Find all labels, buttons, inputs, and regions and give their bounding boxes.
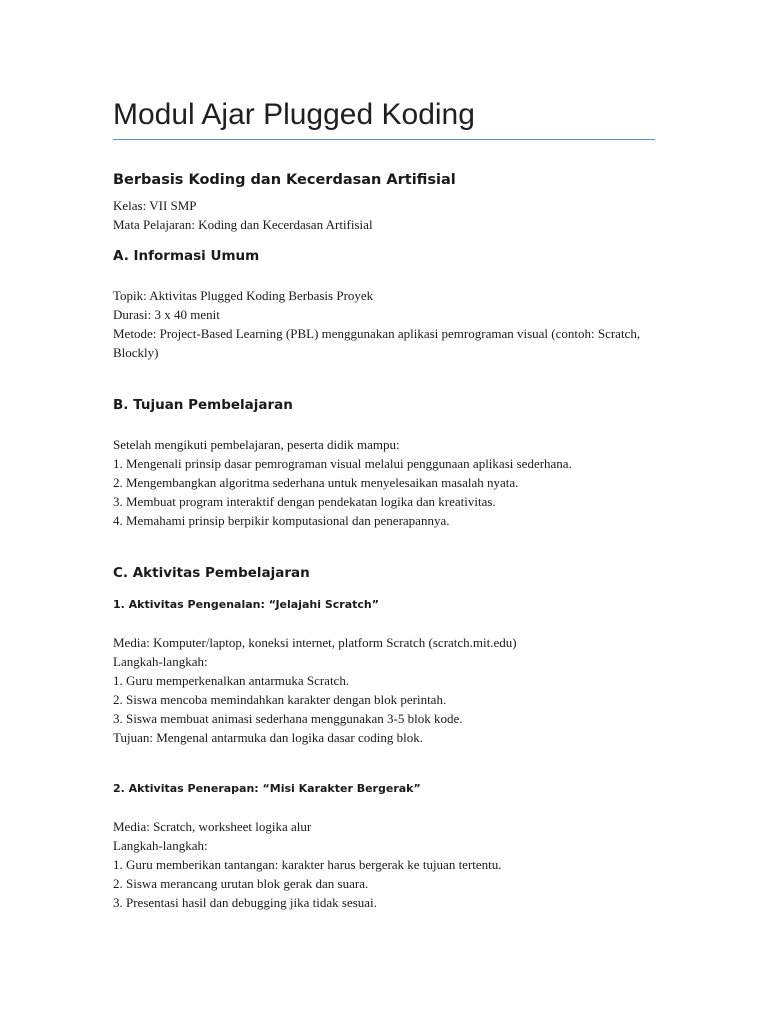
activity-2-body xyxy=(113,817,655,912)
list-item: 4. Memahami prinsip berpikir komputasional dan penerapannya. xyxy=(113,513,450,528)
activity-2-heading: 2. Aktivitas Penerapan: “Misi Karakter Bergerak” xyxy=(113,782,421,795)
section-c-heading: C. Aktivitas Pembelajaran xyxy=(113,565,310,581)
activity-2-steps-label: Langkah-langkah: xyxy=(113,838,208,853)
document-title: Modul Ajar Plugged Koding xyxy=(113,96,655,140)
list-item: 2. Siswa merancang urutan blok gerak dan suara. xyxy=(113,876,369,891)
tujuan-intro: Setelah mengikuti pembelajaran, peserta didik mampu: xyxy=(113,437,400,452)
list-item: 2. Siswa mencoba memindahkan karakter dengan blok perintah. xyxy=(113,692,447,707)
list-item: 3. Membuat program interaktif dengan pendekatan logika dan kreativitas. xyxy=(113,494,496,509)
activity-1-tujuan: Tujuan: Mengenal antarmuka dan logika dasar coding blok. xyxy=(113,730,424,745)
activity-1-media: Media: Komputer/laptop, koneksi internet, platform Scratch (scratch.mit.edu) xyxy=(113,635,517,650)
list-item: 1. Guru memberikan tantangan: karakter harus bergerak ke tujuan tertentu. xyxy=(113,857,502,872)
kelas-text: Kelas: VII SMP xyxy=(113,198,197,213)
list-item: 1. Guru memperkenalkan antarmuka Scratch. xyxy=(113,673,350,688)
metode-text: Metode: Project-Based Learning (PBL) menggunakan aplikasi pemrograman visual (contoh: Scratch, Blockly) xyxy=(113,326,641,360)
document-page xyxy=(113,96,655,912)
topik-text: Topik: Aktivitas Plugged Koding Berbasis Proyek xyxy=(113,288,374,303)
document-subtitle: Berbasis Koding dan Kecerdasan Artifisial xyxy=(113,172,456,188)
durasi-text: Durasi: 3 x 40 menit xyxy=(113,307,220,322)
activity-1-steps-label: Langkah-langkah: xyxy=(113,654,208,669)
mapel-text: Mata Pelajaran: Koding dan Kecerdasan Artifisial xyxy=(113,217,373,232)
activity-2-media: Media: Scratch, worksheet logika alur xyxy=(113,819,312,834)
list-item: 2. Mengembangkan algoritma sederhana untuk menyelesaikan masalah nyata. xyxy=(113,475,519,490)
section-a-heading: A. Informasi Umum xyxy=(113,248,260,264)
list-item: 3. Presentasi hasil dan debugging jika tidak sesuai. xyxy=(113,895,377,910)
activity-1-body xyxy=(113,633,655,747)
section-a-body xyxy=(113,286,655,362)
section-b-body xyxy=(113,435,655,530)
section-b-heading: B. Tujuan Pembelajaran xyxy=(113,397,293,413)
list-item: 3. Siswa membuat animasi sederhana menggunakan 3-5 blok kode. xyxy=(113,711,463,726)
list-item: 1. Mengenali prinsip dasar pemrograman visual melalui penggunaan aplikasi sederhana. xyxy=(113,456,572,471)
activity-1-heading: 1. Aktivitas Pengenalan: “Jelajahi Scratch” xyxy=(113,598,379,611)
